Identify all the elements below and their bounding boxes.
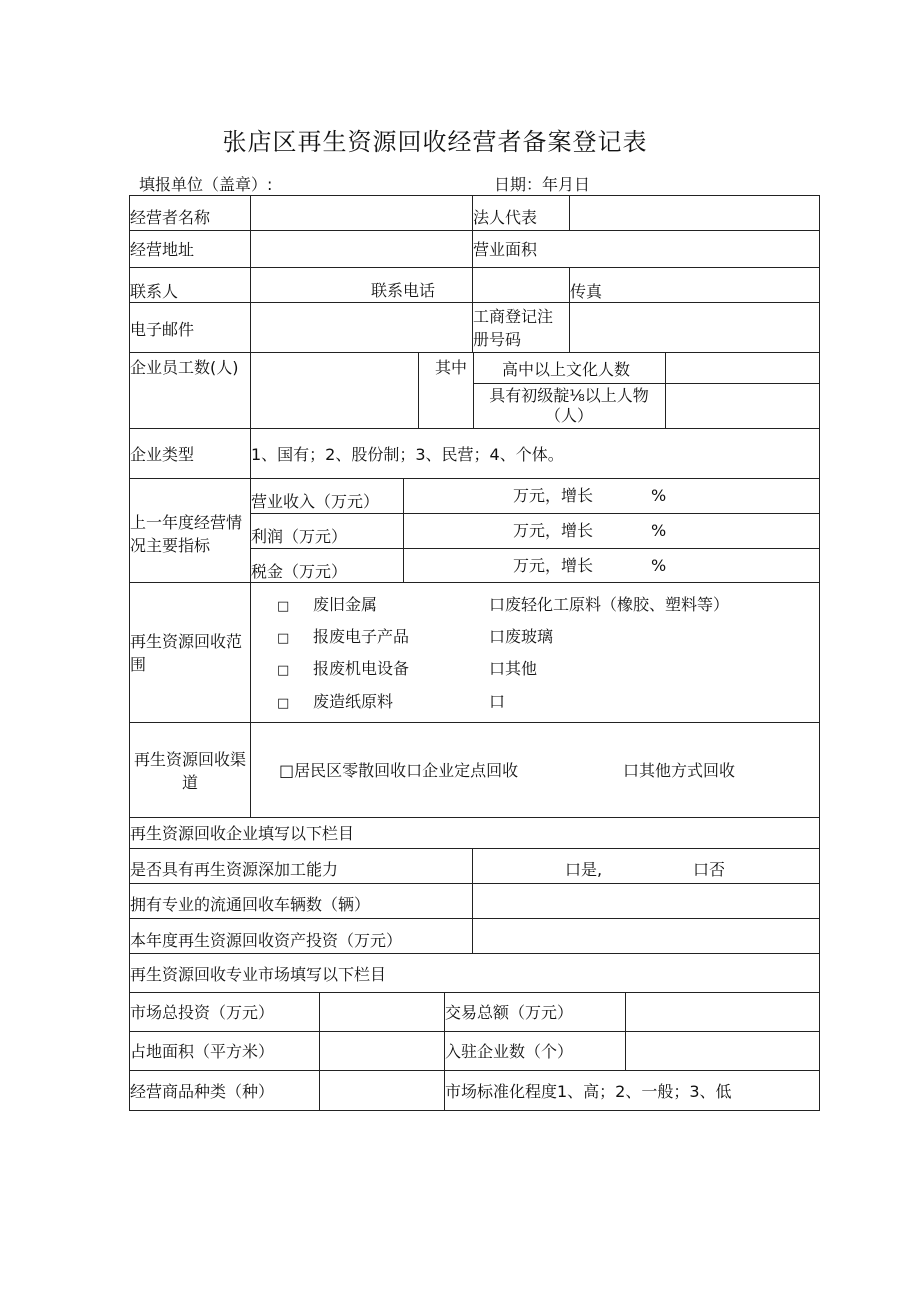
profit-unit: 万元，增长: [513, 521, 594, 540]
filling-unit-label: 填报单位（盖章）:: [139, 175, 273, 194]
legal-rep-label: 法人代表: [473, 208, 538, 227]
junior-title-count-label: 具有初级靛⅛以上人物（人）: [489, 386, 649, 425]
rule: [129, 352, 820, 353]
rule: [129, 1070, 820, 1071]
staff-count-label: 企业员工数(人): [130, 358, 239, 377]
rule: [129, 817, 820, 818]
channel-other[interactable]: 口其他方式回收: [623, 761, 736, 780]
rule: [129, 722, 820, 723]
revenue-unit: 万元，增长: [513, 486, 594, 505]
scope-checkbox[interactable]: □: [277, 663, 290, 678]
rule: [129, 478, 820, 479]
last-year-indicators-label: 上一年度经营情况主要指标: [130, 513, 243, 555]
rule: [473, 383, 820, 384]
vehicle-count-label: 拥有专业的流通回收车辆数（辆）: [130, 895, 371, 914]
tax-unit: 万元，增长: [513, 556, 594, 575]
recycling-scope-label: 再生资源回收范围: [130, 632, 243, 674]
goods-types-label: 经营商品种类（种）: [130, 1082, 275, 1101]
scope-electromechanical: 报废机电设备: [313, 659, 410, 678]
deep-processing-yes[interactable]: 口是,: [565, 860, 603, 879]
land-area-label: 占地面积（平方米）: [130, 1042, 275, 1061]
recycling-enterprise-header: 再生资源回收企业填写以下栏目: [130, 824, 355, 843]
phone-label: 联系电话: [371, 281, 436, 300]
rule: [473, 352, 474, 428]
registration-form: [129, 195, 820, 1111]
among-label: 其中: [435, 358, 468, 377]
rule: [625, 992, 626, 1070]
rule: [403, 478, 404, 582]
recycling-channel-label: 再生资源回收渠道: [133, 750, 246, 792]
scope-paper: 废造纸原料: [313, 692, 394, 711]
fax-label: 传真: [570, 282, 603, 301]
rule: [319, 992, 320, 1110]
scope-scrap-metal: 废旧金属: [313, 595, 378, 614]
profit-percent: %: [651, 521, 667, 540]
scope-chemical-materials[interactable]: 口废轻化工原料（橡胶、塑料等）: [489, 595, 730, 614]
revenue-percent: %: [651, 486, 667, 505]
revenue-label: 营业收入（万元）: [251, 492, 380, 511]
rule: [129, 918, 820, 919]
market-header: 再生资源回收专业市场填写以下栏目: [130, 965, 387, 984]
border-top: [129, 195, 820, 196]
channel-options[interactable]: □居民区零散回收口企业定点回收: [279, 761, 519, 780]
operator-name-label: 经营者名称: [130, 208, 211, 227]
enterprise-type-options: 1、国有；2、股份制；3、民营；4、个体。: [251, 445, 564, 464]
scope-checkbox[interactable]: □: [277, 599, 290, 614]
tenant-count-label: 入驻企业数（个）: [445, 1042, 574, 1061]
scope-glass[interactable]: 口废玻璃: [489, 627, 554, 646]
scope-checkbox[interactable]: □: [277, 696, 290, 711]
border-bottom: [129, 1110, 820, 1111]
standardization-label: 市场标准化程度1、高；2、一般；3、低: [445, 1082, 732, 1101]
rule: [129, 302, 820, 303]
rule: [129, 883, 820, 884]
rule: [665, 352, 666, 428]
market-total-investment-label: 市场总投资（万元）: [130, 1003, 275, 1022]
date-label: 日期：年月日: [494, 175, 591, 194]
highschool-count-label: 高中以上文化人数: [502, 360, 631, 379]
registration-number-label: 工商登记注册号码: [473, 307, 554, 349]
rule: [129, 992, 820, 993]
rule: [129, 953, 820, 954]
rule: [418, 352, 419, 428]
rule: [250, 195, 251, 352]
deep-processing-no[interactable]: 口否: [693, 860, 726, 879]
rule: [129, 230, 820, 231]
rule: [250, 428, 251, 817]
profit-label: 利润（万元）: [251, 527, 348, 546]
address-label: 经营地址: [130, 240, 195, 259]
rule: [569, 302, 570, 352]
rule: [250, 548, 820, 549]
scope-checkbox[interactable]: □: [277, 631, 290, 646]
rule: [472, 848, 473, 953]
rule: [129, 267, 820, 268]
rule: [129, 848, 820, 849]
rule: [569, 195, 570, 230]
email-label: 电子邮件: [130, 320, 195, 339]
tax-label: 税金（万元）: [251, 562, 348, 581]
rule: [129, 1031, 820, 1032]
rule: [250, 352, 251, 428]
form-title: 张店区再生资源回收经营者备案登记表: [222, 128, 648, 156]
border-right: [819, 195, 820, 1111]
enterprise-type-label: 企业类型: [130, 445, 195, 464]
business-area-label: 营业面积: [473, 240, 538, 259]
scope-electronics: 报废电子产品: [313, 627, 410, 646]
deep-processing-label: 是否具有再生资源深加工能力: [130, 860, 339, 879]
rule: [129, 582, 820, 583]
scope-other[interactable]: 口其他: [489, 659, 538, 678]
trade-volume-label: 交易总额（万元）: [445, 1003, 574, 1022]
tax-percent: %: [651, 556, 667, 575]
asset-investment-label: 本年度再生资源回收资产投资（万元）: [130, 931, 403, 950]
scope-blank-option[interactable]: 口: [489, 692, 506, 711]
rule: [250, 513, 820, 514]
rule: [129, 428, 820, 429]
contact-label: 联系人: [130, 282, 179, 301]
